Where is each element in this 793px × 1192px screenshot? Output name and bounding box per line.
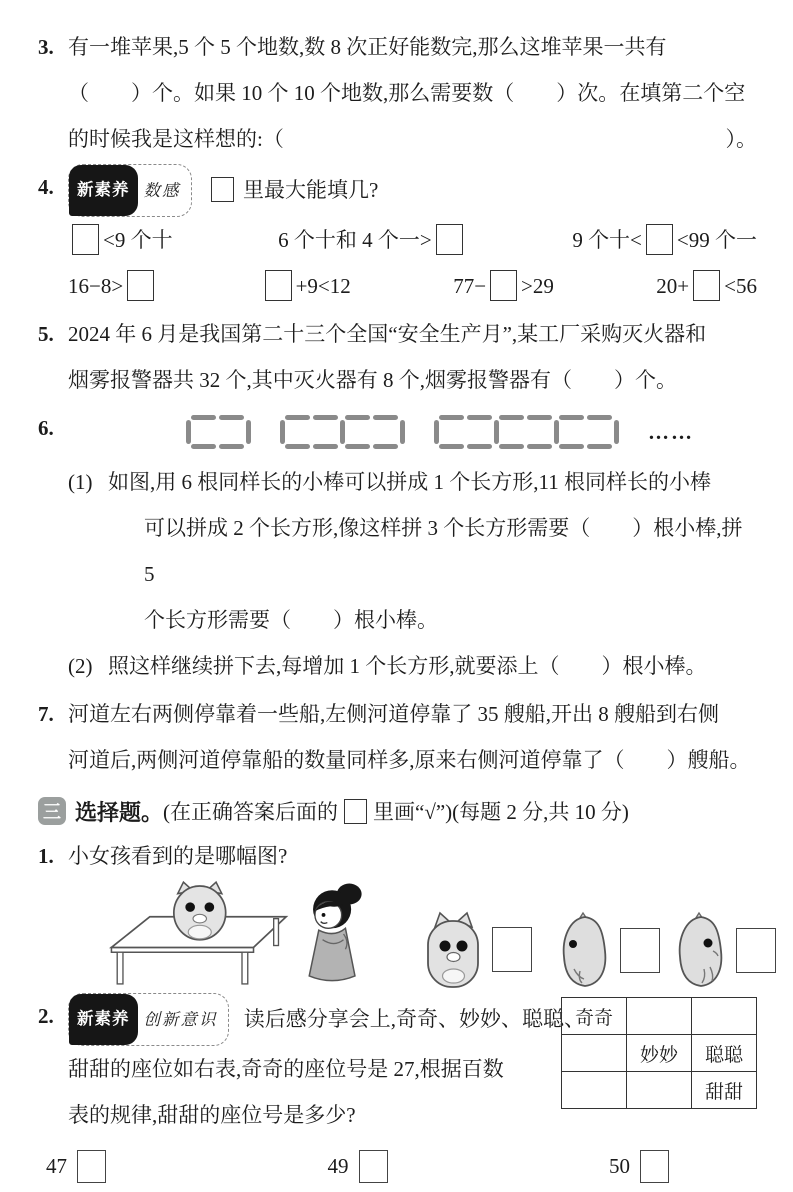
seat-table [561,997,757,1109]
question-7-number: 7. [38,702,54,726]
question-3-line1: 有一堆苹果,5 个 5 个地数,数 8 次正好能数完,那么这堆苹果一共有 [68,35,667,59]
section-instruction-pre: (在正确答案后面的 [163,800,339,824]
blank-box[interactable] [127,270,154,301]
expr-post: >29 [521,274,554,298]
question-3-number: 3. [38,35,54,59]
choice-1-prompt: 小女孩看到的是哪幅图? [68,844,288,868]
option-label: 49 [327,1153,349,1178]
choice-2-option-50 [609,1150,669,1183]
option-label: 47 [46,1153,67,1178]
part1-line2: 可以拼成 2 个长方形,像这样拼 3 个长方形需要（ ）根小棒,拼 5 [144,516,743,586]
expr-post: +9<12 [295,274,351,298]
blank-box[interactable] [72,224,99,255]
choice-1-option-a [422,909,532,989]
part2-label: (2) [68,654,93,678]
blank-box[interactable] [646,224,673,255]
part1-line1: 如图,用 6 根同样长的小棒可以拼成 1 个长方形,11 根同样长的小棒 [108,470,711,494]
question-5-number: 5. [38,322,54,346]
section-title: 选择题。 [75,799,164,825]
question-4 [38,164,757,309]
matchstick-figure [68,405,757,459]
choice-question-1 [38,835,757,877]
question-6 [38,405,757,689]
choice-2-options [38,1140,757,1192]
question-3-line2: （ ）个。如果 10 个 10 个地数,那么需要数（ ）次。在填第二个空 [68,81,746,105]
question-5 [38,311,757,403]
seat-cell: 聪聪 [692,1035,757,1072]
seat-cell [627,1072,692,1109]
question-6-part2 [68,643,757,689]
question-5-line2: 烟雾报警器共 32 个,其中灭火器有 8 个,烟雾报警器有（ ）个。 [68,368,677,392]
expr-post: <9 个十 [103,228,173,252]
blank-box[interactable] [436,224,463,255]
blank-box [344,799,367,824]
question-7-line2: 河道后,两侧河道停靠船的数量同样多,原来右侧河道停靠了（ ）艘船。 [68,748,751,772]
question-3-line3-close: ）。 [725,127,757,151]
blank-box[interactable] [490,270,517,301]
seat-cell: 奇奇 [562,998,627,1035]
option-label: 50 [609,1153,630,1178]
choice-2-line1-text: 读后感分享会上,奇奇、妙妙、聪聪、 [243,1007,585,1031]
question-4-prompt-text: 里最大能填几? [243,178,379,202]
section-instruction-post: 里画“√”)(每题 2 分,共 10 分) [373,800,629,824]
expr-pre: 16−8> [68,274,124,298]
expr-post: <99 个一 [676,228,757,252]
matchstick-group-3 [434,415,620,449]
answer-checkbox[interactable] [620,928,660,973]
expr-pre: 9 个十< [572,228,642,252]
part2-line: 照这样继续拼下去,每增加 1 个长方形,就要添上（ ）根小棒。 [108,654,707,678]
choice-2-number: 2. [38,1004,54,1028]
seat-cell [627,998,692,1035]
blank-box[interactable] [693,270,720,301]
question-7 [38,691,757,783]
question-7-line1: 河道左右两侧停靠着一些船,左侧河道停靠了 35 艘船,开出 8 艘船到右侧 [68,702,719,726]
matchstick-group-2 [280,415,406,449]
blank-box[interactable] [265,270,292,301]
section-three-icon: 三 [38,797,66,825]
new-literacy-badge [68,993,229,1046]
choice-1-pictures [38,877,757,989]
question-4-number: 4. [38,175,54,199]
answer-checkbox[interactable] [640,1150,669,1183]
expression-item [68,263,158,309]
toy-three-quarter-view-icon [672,911,730,989]
seat-table-row [562,1072,757,1109]
toy-side-view-icon [554,911,612,989]
seat-cell: 甜甜 [692,1072,757,1109]
question-4-prompt [68,164,757,217]
toy-front-view-icon [422,909,484,989]
matchstick-figure-groups [186,415,620,449]
answer-checkbox[interactable] [492,927,532,972]
question-6-part1 [68,459,757,643]
section-choice-header [38,787,757,835]
question-3-line3-text: 的时候我是这样想的:（ [68,127,284,151]
choice-1-option-c [672,911,776,989]
question-4-row1 [68,217,757,263]
answer-checkbox[interactable] [736,928,776,973]
question-3-line3 [68,116,757,162]
expression-item [572,217,757,263]
part1-label: (1) [68,470,93,494]
choice-2-line3: 表的规律,甜甜的座位号是多少? [68,1103,356,1127]
expr-post: <56 [724,274,757,298]
question-3 [38,24,757,162]
new-literacy-badge [68,164,192,217]
question-5-line1: 2024 年 6 月是我国第二十三个全国“安全生产月”,某工厂采购灭火器和 [68,322,707,346]
seat-table-row [562,998,757,1035]
expr-pre: 77− [453,274,487,298]
expression-item [68,217,173,263]
expression-item [656,263,757,309]
seat-cell: 妙妙 [627,1035,692,1072]
seat-cell [562,1035,627,1072]
expression-item [453,263,554,309]
choice-2-line1 [68,993,598,1046]
seat-table-row [562,1035,757,1072]
seat-cell [562,1072,627,1109]
expression-item [261,263,351,309]
new-literacy-badge-label: 新素养 [69,994,138,1045]
choice-2-option-47 [46,1150,106,1183]
expr-pre: 20+ [656,274,690,298]
choice-2-option-49 [328,1150,388,1183]
choice-1-number: 1. [38,844,54,868]
innovation-badge-label: 创新意识 [143,1009,218,1029]
part1-line3: 个长方形需要（ ）根小棒。 [144,608,438,632]
new-literacy-badge-label: 新素养 [69,165,138,216]
expr-pre: 6 个十和 4 个一> [278,228,432,252]
choice-1-option-b [554,911,660,989]
answer-checkbox[interactable] [359,1150,388,1183]
choice-2-line2: 甜甜的座位如右表,奇奇的座位号是 27,根据百数 [68,1057,504,1081]
blank-box[interactable] [211,177,234,202]
girl-observer-icon [294,879,374,989]
question-6-number: 6. [38,416,54,440]
question-4-row2 [68,263,757,309]
figure-ellipsis: …… [648,419,694,444]
answer-checkbox[interactable] [77,1150,106,1183]
matchstick-group-1 [186,415,252,449]
expression-item [278,217,467,263]
seat-cell [692,998,757,1035]
toy-on-table-icon [98,879,290,989]
choice-question-2 [38,993,757,1138]
number-sense-badge-label: 数感 [143,180,181,200]
